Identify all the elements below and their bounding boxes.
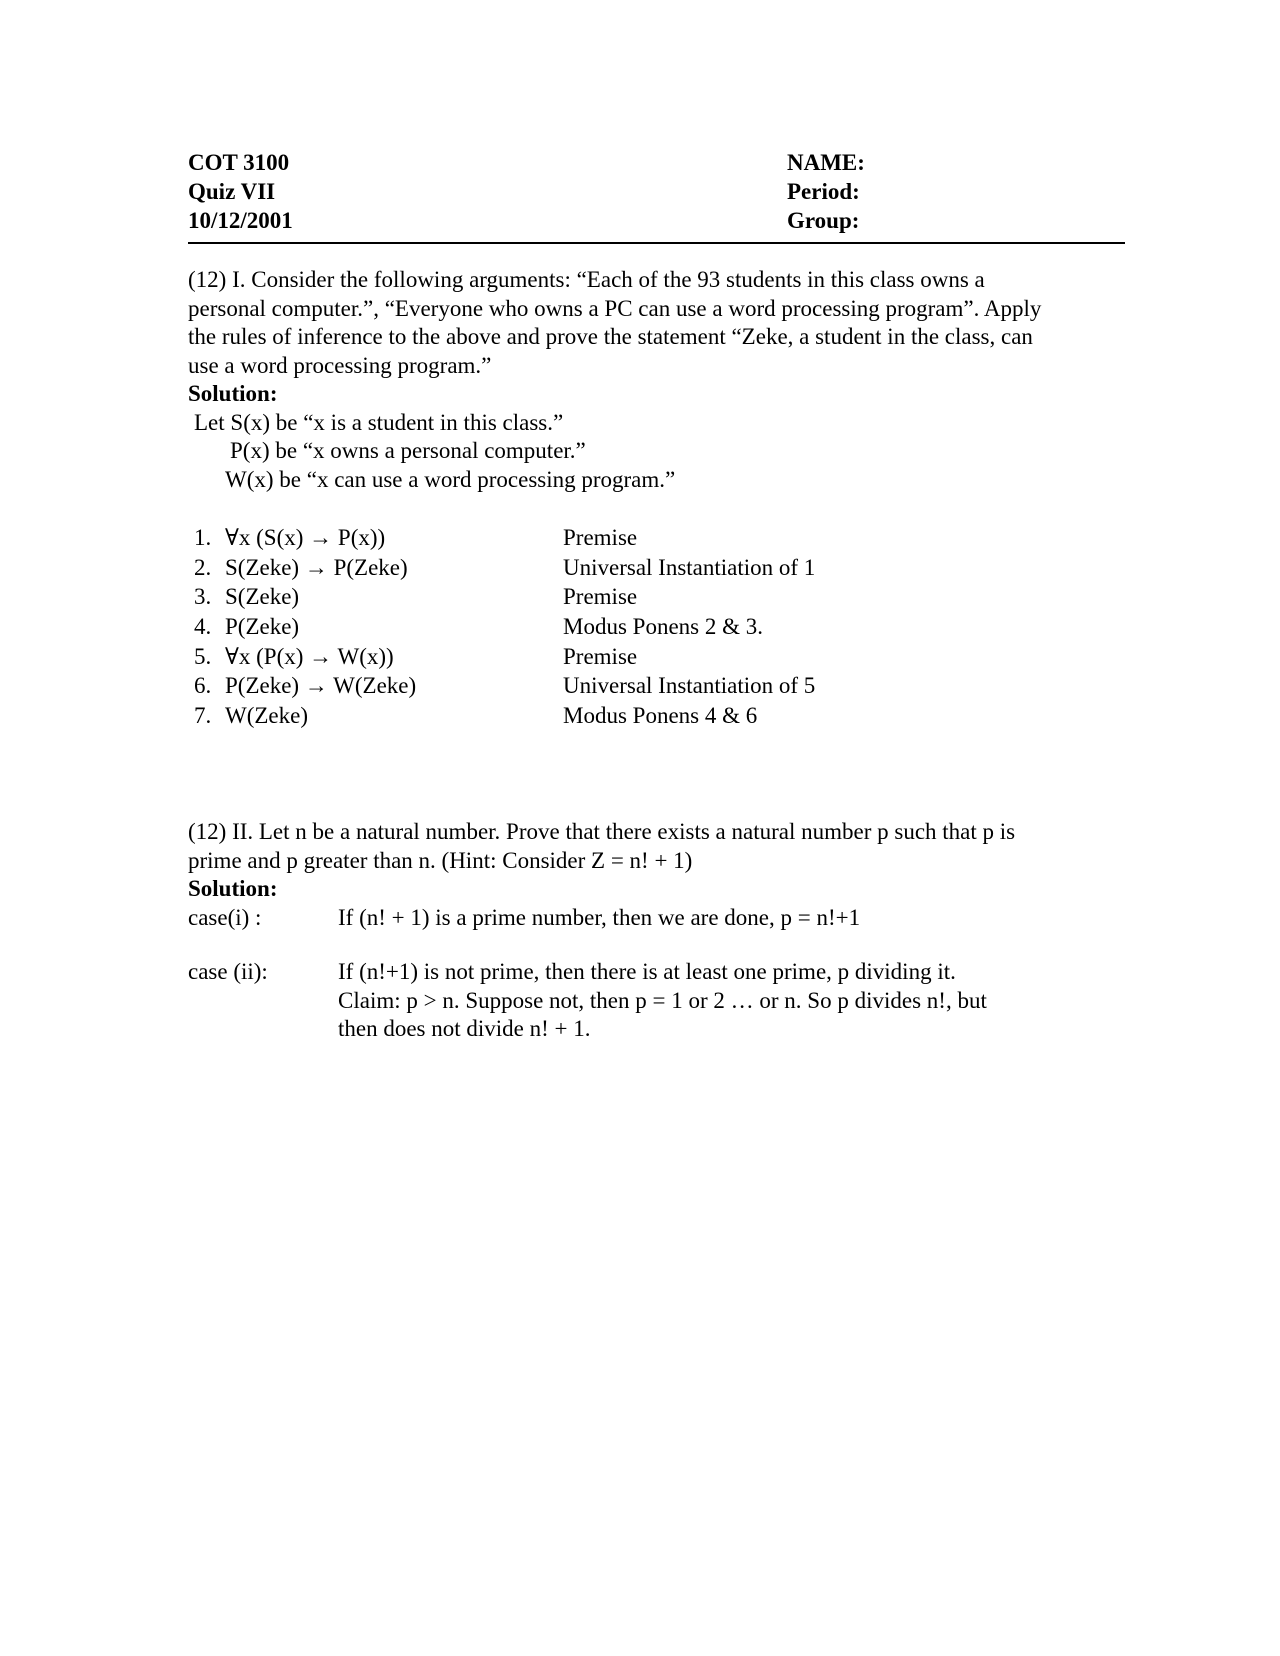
proof-step [194, 702, 1094, 732]
proof-step-number: 6. [194, 673, 212, 699]
proof-step-reason: Premise [563, 643, 638, 669]
case-2 [188, 958, 1048, 1044]
question-1-text: (12) I. Consider the following arguments: “Each of the 93 students in this class owns a personal computer.”, “Everyone who owns a PC can use a word processing program”. Apply the rules of inference to the above and prove the statement “Zeke, a student in the class, can use a word processing program.” [188, 267, 1042, 378]
definition-w: W(x) be “x can use a word processing program.” [225, 466, 676, 492]
proof-step-statement: ∀x (P(x) → W(x)) [225, 643, 394, 669]
question-2 [188, 818, 1048, 1044]
quiz-title: Quiz VII [188, 179, 276, 204]
proof-step [194, 643, 1094, 673]
proof-step-number: 2. [194, 554, 212, 580]
proof-step [194, 583, 1094, 613]
proof-step-statement: S(Zeke) [225, 584, 300, 610]
proof-step [194, 554, 1094, 584]
proof-step-statement: ∀x (S(x) → P(x)) [225, 525, 386, 550]
proof-table [194, 524, 1094, 732]
proof-step-number: 7. [194, 703, 212, 729]
definition-s: Let S(x) be “x is a student in this class.” [194, 409, 564, 435]
proof-step-statement: P(Zeke) [225, 614, 300, 640]
question-2-solution-label: Solution: [188, 876, 278, 901]
quiz-header [188, 148, 1125, 242]
proof-step-statement: P(Zeke) → W(Zeke) [225, 673, 417, 699]
proof-step-number: 5. [194, 643, 212, 669]
question-1 [188, 266, 1048, 494]
case-2-line: Claim: p > n. Suppose not, then p = 1 or 2 … or n. So p divides n!, but [338, 987, 987, 1013]
course-code: COT 3100 [188, 150, 290, 175]
proof-step [194, 524, 1094, 554]
proof-step-reason: Premise [563, 525, 638, 550]
proof-step-reason: Premise [563, 584, 638, 610]
case-1 [188, 904, 1048, 933]
student-fields [787, 148, 865, 235]
proof-step-reason: Universal Instantiation of 1 [563, 554, 816, 580]
question-2-text: (12) II. Let n be a natural number. Prove that there exists a natural number p such that p is prime and p greater than n. (Hint: Consider Z = n! + 1) [188, 819, 1016, 873]
case-2-label: case (ii): [188, 959, 268, 984]
case-1-label: case(i) : [188, 904, 262, 930]
group-label: Group: [787, 208, 860, 233]
case-2-line: then does not divide n! + 1. [338, 1016, 591, 1041]
proof-step-statement: W(Zeke) [225, 703, 308, 729]
proof-step [194, 613, 1094, 643]
header-divider [188, 242, 1125, 244]
proof-step-statement: S(Zeke) → P(Zeke) [225, 554, 408, 580]
proof-step-number: 3. [194, 584, 212, 610]
quiz-page [188, 148, 1125, 1041]
quiz-date: 10/12/2001 [188, 208, 293, 233]
case-2-body [338, 958, 1048, 1044]
course-info [188, 148, 293, 235]
period-label: Period: [787, 179, 860, 204]
proof-step-number: 4. [194, 614, 212, 640]
proof-step-reason: Modus Ponens 4 & 6 [563, 703, 758, 729]
name-label: NAME: [787, 150, 865, 175]
proof-step-reason: Universal Instantiation of 5 [563, 673, 816, 699]
definition-p: P(x) be “x owns a personal computer.” [230, 438, 586, 463]
proof-step-reason: Modus Ponens 2 & 3. [563, 614, 763, 640]
case-2-line: If (n!+1) is not prime, then there is at least one prime, p dividing it. [338, 959, 956, 984]
proof-step [194, 672, 1094, 702]
proof-step-number: 1. [194, 525, 212, 550]
case-1-text: If (n! + 1) is a prime number, then we are done, p = n!+1 [338, 904, 861, 930]
question-1-solution-label: Solution: [188, 381, 278, 406]
